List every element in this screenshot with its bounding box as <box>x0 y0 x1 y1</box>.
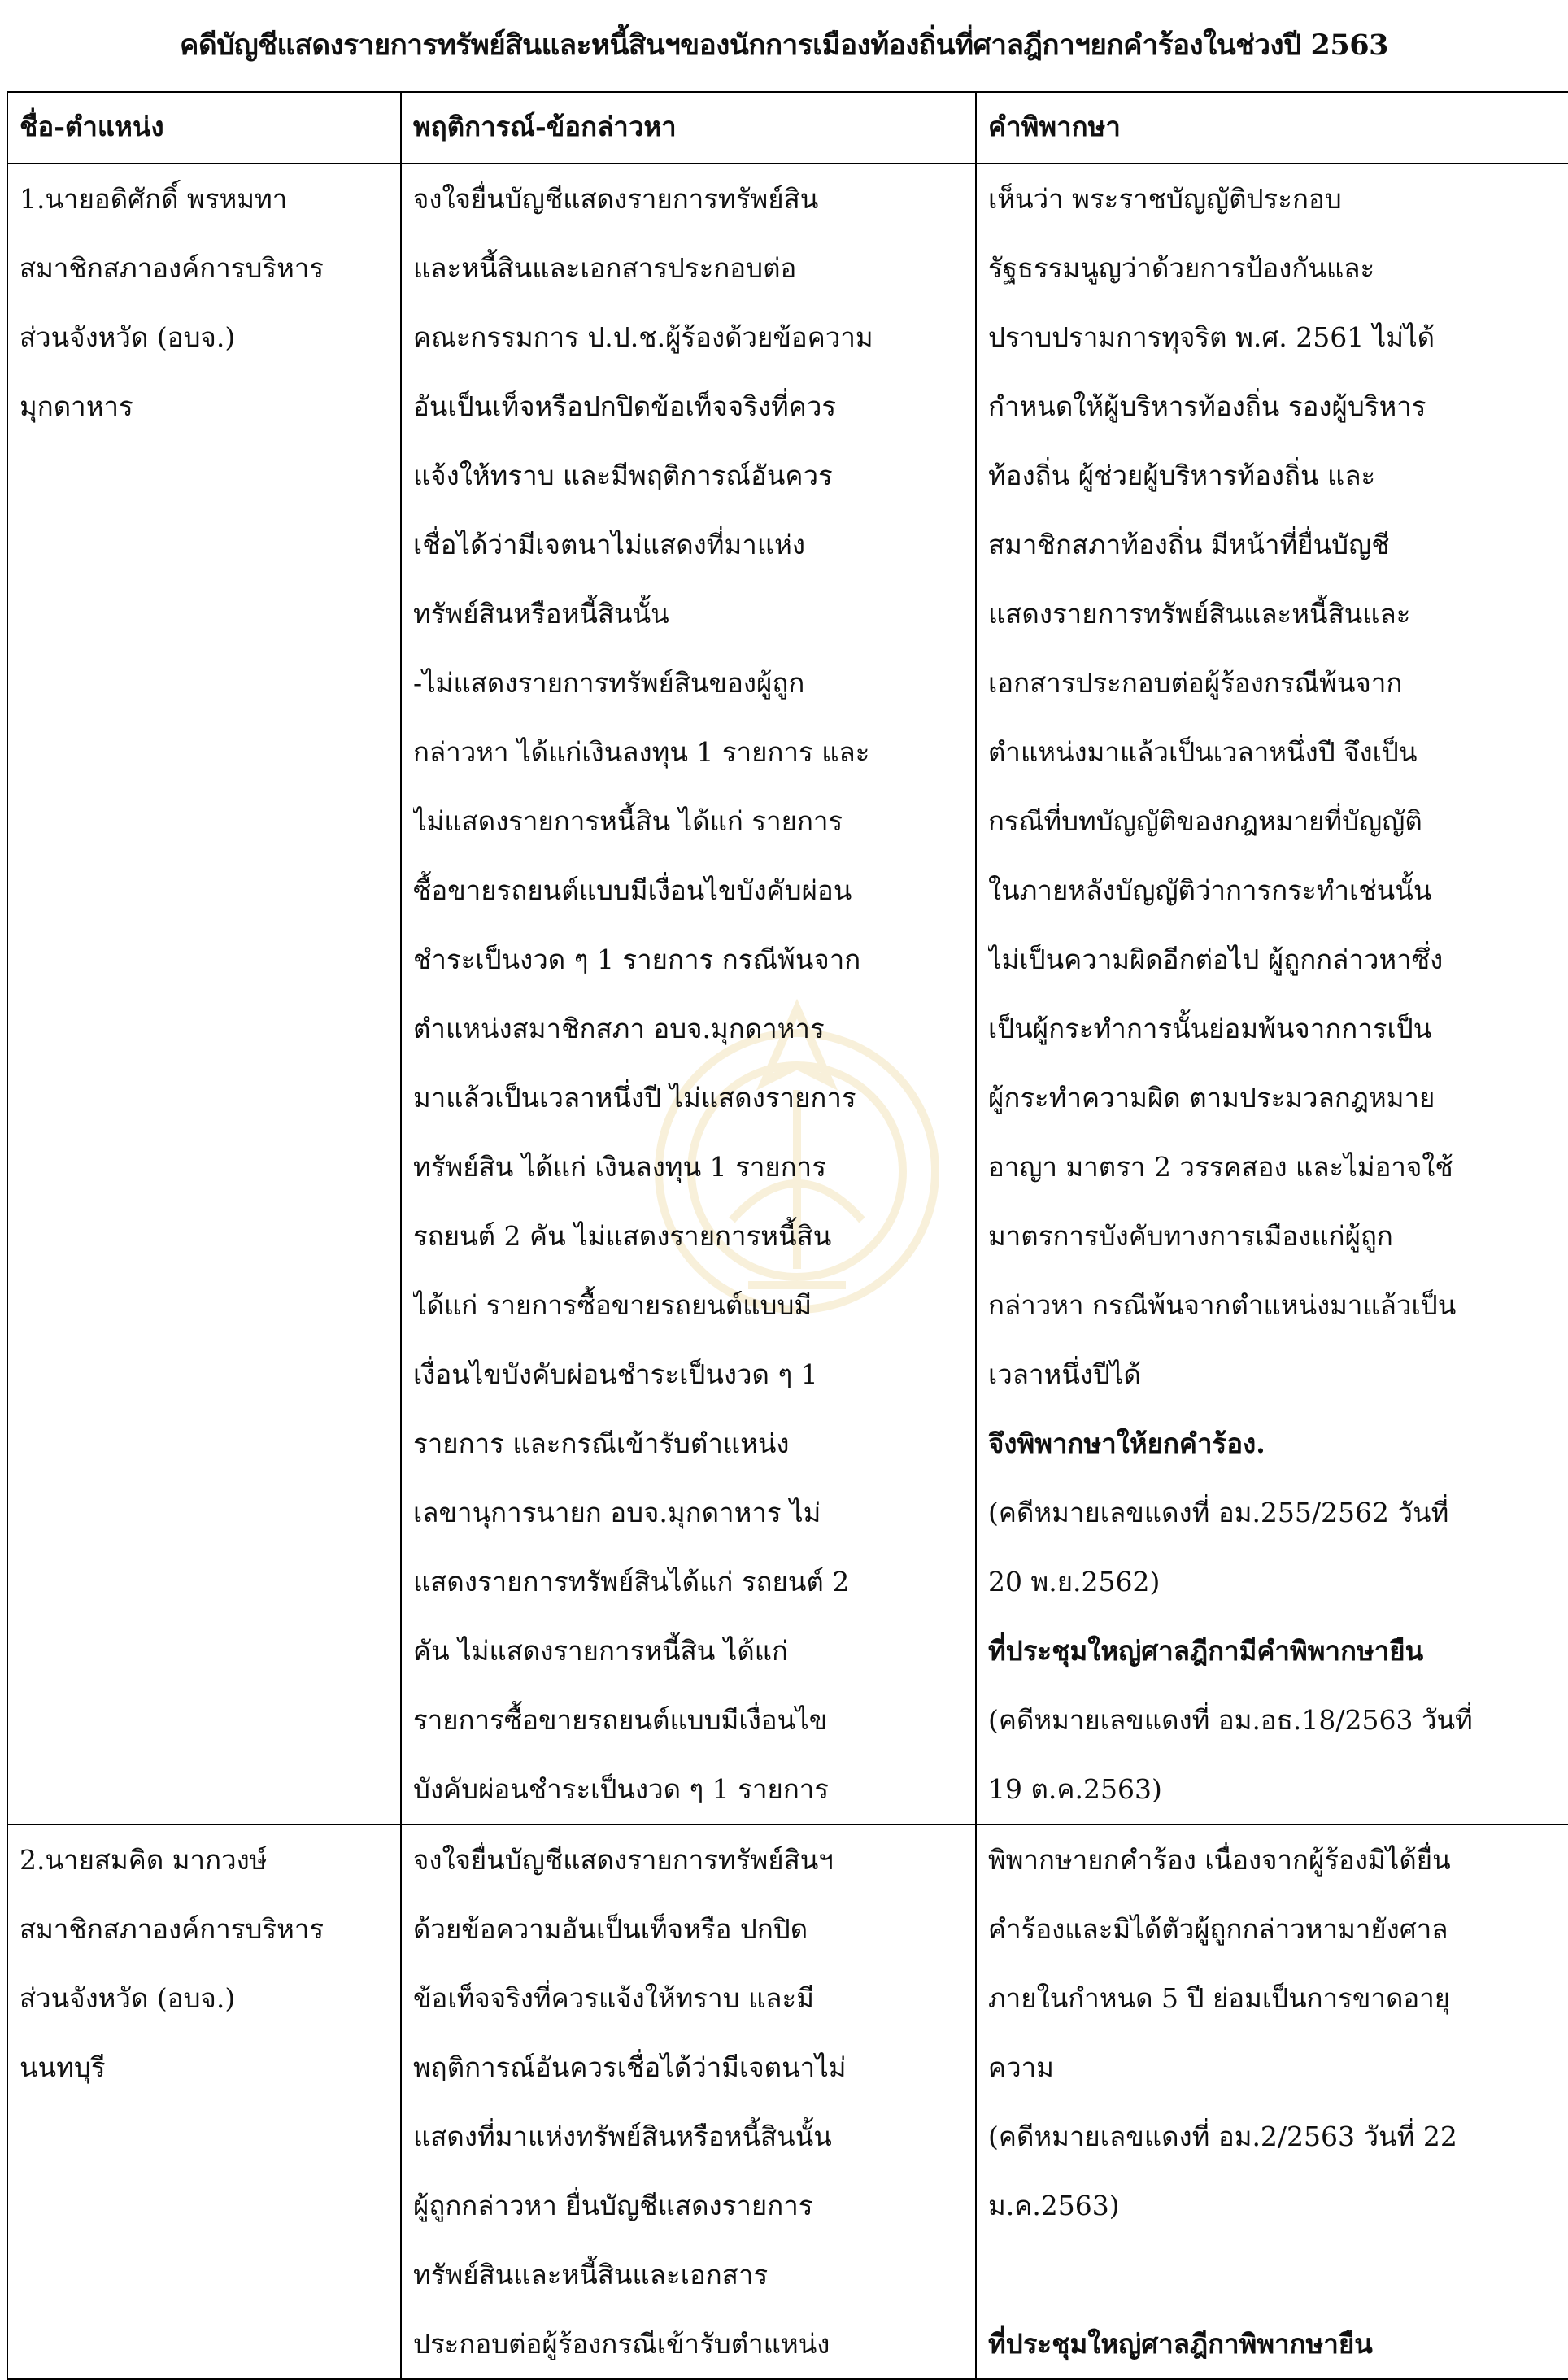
verdict-line: ท้องถิ่น ผู้ช่วยผู้บริหารท้องถิ่น และ <box>988 460 1376 491</box>
verdict-line: เวลาหนึ่งปีได้ <box>988 1358 1141 1390</box>
charge-line: แจ้งให้ทราบ และมีพฤติการณ์อันควร <box>413 460 833 491</box>
verdict-line: เป็นผู้กระทำการนั้นย่อมพ้นจากการเป็น <box>988 1013 1432 1044</box>
verdict-line: รัฐธรรมนูญว่าด้วยการป้องกันและ <box>988 252 1375 284</box>
name-line: ส่วนจังหวัด (อบจ.) <box>20 1982 236 2014</box>
charge-line: ทรัพย์สินหรือหนี้สินนั้น <box>413 598 669 630</box>
verdict-line: (คดีหมายเลขแดงที่ อม.255/2562 วันที่ <box>988 1497 1449 1528</box>
charge-line: ทรัพย์สิน ได้แก่ เงินลงทุน 1 รายการ <box>413 1151 826 1183</box>
verdict-line: ภายในกำหนด 5 ปี ย่อมเป็นการขาดอายุ <box>988 1982 1451 2014</box>
cell-name-position <box>7 163 401 1824</box>
verdict-line: พิพากษายกคำร้อง เนื่องจากผู้ร้องมิได้ยื่น <box>988 1844 1451 1876</box>
charge-line: รายการซื้อขายรถยนต์แบบมีเงื่อนไข <box>413 1704 828 1736</box>
verdict-line: กรณีที่บทบัญญัติของกฎหมายที่บัญญัติ <box>988 805 1422 837</box>
verdict-line: 19 ต.ค.2563) <box>988 1773 1162 1805</box>
name-line: สมาชิกสภาองค์การบริหาร <box>20 1913 324 1945</box>
cell-name-position <box>7 1824 401 2379</box>
verdict-line: ปราบปรามการทุจริต พ.ศ. 2561 ไม่ได้ <box>988 321 1435 353</box>
name-line: ส่วนจังหวัด (อบจ.) <box>20 321 236 353</box>
charge-line: ซื้อขายรถยนต์แบบมีเงื่อนไขบังคับผ่อน <box>413 874 852 906</box>
charge-line: เลขานุการนายก อบจ.มุกดาหาร ไม่ <box>413 1497 821 1528</box>
verdict-line: อาญา มาตรา 2 วรรคสอง และไม่อาจใช้ <box>988 1151 1453 1183</box>
charge-line: รถยนต์ 2 คัน ไม่แสดงรายการหนี้สิน <box>413 1220 832 1252</box>
cell-charges <box>401 163 976 1824</box>
cases-table <box>7 91 1568 2380</box>
name-line: สมาชิกสภาองค์การบริหาร <box>20 252 324 284</box>
header-charges: พฤติการณ์-ข้อกล่าวหา <box>401 92 976 163</box>
charge-line: และหนี้สินและเอกสารประกอบต่อ <box>413 252 797 284</box>
charge-line: ด้วยข้อความอันเป็นเท็จหรือ ปกปิด <box>413 1913 808 1945</box>
charge-line: ประกอบต่อผู้ร้องกรณีเข้ารับตำแหน่ง <box>413 2328 830 2360</box>
verdict-line: ผู้กระทำความผิด ตามประมวลกฎหมาย <box>988 1082 1435 1114</box>
charge-line: เชื่อได้ว่ามีเจตนาไม่แสดงที่มาแห่ง <box>413 529 805 560</box>
verdict-line: ความ <box>988 2051 1054 2083</box>
verdict-line: กำหนดให้ผู้บริหารท้องถิ่น รองผู้บริหาร <box>988 390 1426 422</box>
charge-line: ชำระเป็นงวด ๆ 1 รายการ กรณีพ้นจาก <box>413 944 861 975</box>
charge-line: ไม่แสดงรายการหนี้สิน ได้แก่ รายการ <box>413 805 843 837</box>
charge-line: อันเป็นเท็จหรือปกปิดข้อเท็จจริงที่ควร <box>413 390 837 422</box>
name-line: มุกดาหาร <box>20 390 133 422</box>
charge-line: -ไม่แสดงรายการทรัพย์สินของผู้ถูก <box>413 667 805 699</box>
charge-line: เงื่อนไขบังคับผ่อนชำระเป็นงวด ๆ 1 <box>413 1358 818 1390</box>
verdict-line: กล่าวหา กรณีพ้นจากตำแหน่งมาแล้วเป็น <box>988 1289 1457 1321</box>
verdict-line: (คดีหมายเลขแดงที่ อม.อธ.18/2563 วันที่ <box>988 1704 1473 1736</box>
verdict-line-bold: ที่ประชุมใหญ่ศาลฎีกามีคำพิพากษายืน <box>988 1635 1424 1667</box>
verdict-line: คำร้องและมิได้ตัวผู้ถูกกล่าวหามายังศาล <box>988 1913 1448 1945</box>
verdict-line: เอกสารประกอบต่อผู้ร้องกรณีพ้นจาก <box>988 667 1403 699</box>
verdict-line: มาตรการบังคับทางการเมืองแก่ผู้ถูก <box>988 1220 1393 1252</box>
table-row <box>7 1824 1568 2379</box>
header-verdict: คำพิพากษา <box>976 92 1568 163</box>
verdict-line: ตำแหน่งมาแล้วเป็นเวลาหนึ่งปี จึงเป็น <box>988 736 1418 768</box>
name-line: นนทบุรี <box>20 2051 106 2083</box>
header-name-position: ชื่อ-ตำแหน่ง <box>7 92 401 163</box>
charge-line: ข้อเท็จจริงที่ควรแจ้งให้ทราบ และมี <box>413 1982 815 2014</box>
verdict-line: เห็นว่า พระราชบัญญัติประกอบ <box>988 183 1342 215</box>
verdict-line: ม.ค.2563) <box>988 2190 1120 2221</box>
charge-line: จงใจยื่นบัญชีแสดงรายการทรัพย์สิน <box>413 183 819 215</box>
verdict-line: 20 พ.ย.2562) <box>988 1566 1161 1598</box>
name-line: 2.นายสมคิด มากวงษ์ <box>20 1844 268 1876</box>
cell-verdict <box>976 1824 1568 2379</box>
verdict-line: ในภายหลังบัญญัติว่าการกระทำเช่นนั้น <box>988 874 1432 906</box>
charge-line: ตำแหน่งสมาชิกสภา อบจ.มุกดาหาร <box>413 1013 825 1044</box>
verdict-line: สมาชิกสภาท้องถิ่น มีหน้าที่ยื่นบัญชี <box>988 529 1390 560</box>
verdict-line <box>988 2240 1558 2309</box>
charge-line: แสดงที่มาแห่งทรัพย์สินหรือหนี้สินนั้น <box>413 2121 832 2152</box>
verdict-line: แสดงรายการทรัพย์สินและหนี้สินและ <box>988 598 1411 630</box>
charge-line: ผู้ถูกกล่าวหา ยื่นบัญชีแสดงรายการ <box>413 2190 813 2221</box>
charge-line: แสดงรายการทรัพย์สินได้แก่ รถยนต์ 2 <box>413 1566 850 1598</box>
document-title: คดีบัญชีแสดงรายการทรัพย์สินและหนี้สินฯของนักการเมืองท้องถิ่นที่ศาลฎีกาฯยกคำร้องในช่วงปี 2563 <box>180 28 1388 62</box>
verdict-line-bold: ที่ประชุมใหญ่ศาลฎีกาพิพากษายืน <box>988 2328 1373 2360</box>
cell-charges <box>401 1824 976 2379</box>
verdict-line: ไม่เป็นความผิดอีกต่อไป ผู้ถูกกล่าวหาซึ่ง <box>988 944 1444 975</box>
charge-line: คัน ไม่แสดงรายการหนี้สิน ได้แก่ <box>413 1635 789 1667</box>
name-line: 1.นายอดิศักดิ์ พรหมทา <box>20 183 288 215</box>
verdict-line: (คดีหมายเลขแดงที่ อม.2/2563 วันที่ 22 <box>988 2121 1457 2152</box>
charge-line: ทรัพย์สินและหนี้สินและเอกสาร <box>413 2259 769 2291</box>
verdict-line-bold: จึงพิพากษาให้ยกคำร้อง. <box>988 1428 1265 1459</box>
charge-line: รายการ และกรณีเข้ารับตำแหน่ง <box>413 1428 790 1459</box>
cell-verdict <box>976 163 1568 1824</box>
table-row <box>7 163 1568 1824</box>
charge-line: ได้แก่ รายการซื้อขายรถยนต์แบบมี <box>413 1289 812 1321</box>
header-row <box>7 92 1568 163</box>
charge-line: บังคับผ่อนชำระเป็นงวด ๆ 1 รายการ <box>413 1773 830 1805</box>
charge-line: พฤติการณ์อันควรเชื่อได้ว่ามีเจตนาไม่ <box>413 2051 847 2083</box>
charge-line: คณะกรรมการ ป.ป.ช.ผู้ร้องด้วยข้อความ <box>413 321 873 353</box>
charge-line: จงใจยื่นบัญชีแสดงรายการทรัพย์สินฯ <box>413 1844 834 1876</box>
charge-line: มาแล้วเป็นเวลาหนึ่งปี ไม่แสดงรายการ <box>413 1082 856 1114</box>
charge-line: กล่าวหา ได้แก่เงินลงทุน 1 รายการ และ <box>413 736 870 768</box>
